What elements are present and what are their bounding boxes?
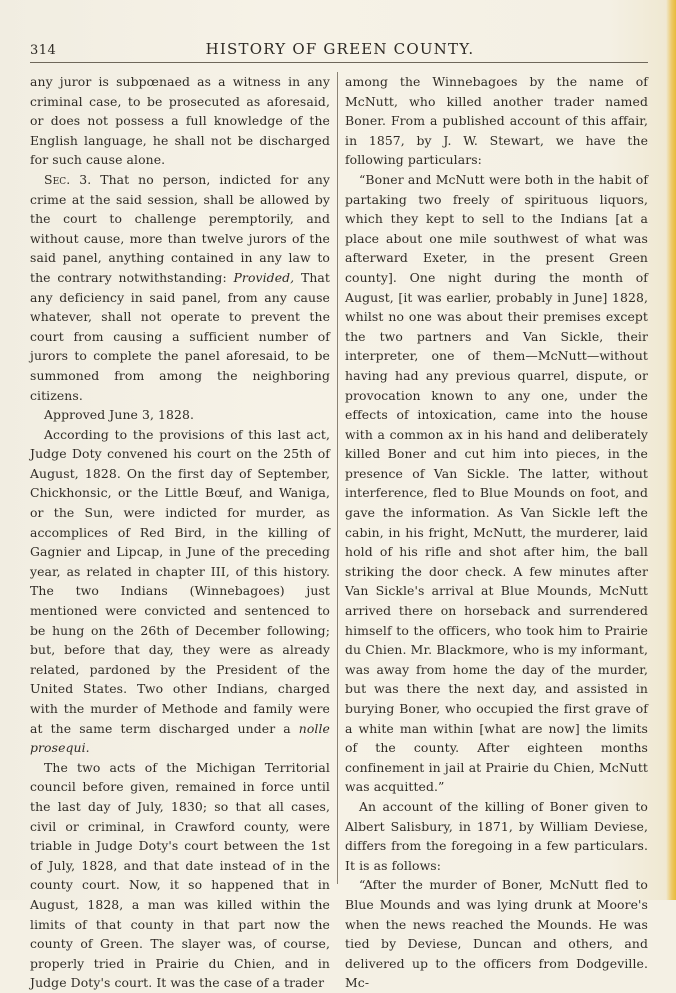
paragraph: among the Winnebagoes by the name of McNutt, who killed another trader named Boner. From a published account of this affair, in 1857, by J. W. Stewart, we have the following particulars: xyxy=(345,74,648,168)
column-divider xyxy=(337,72,338,884)
italic-text: Provided, xyxy=(233,269,295,285)
paragraph-text: That no person, indicted for any crime at the said session, shall be allowed by the court to challenge peremptorily, and without cause, more than twelve jurors of the said panel, anything contained in any law to the contrary notwithstanding: xyxy=(30,171,331,285)
italic-text: nolle prosequi. xyxy=(30,720,330,756)
paragraph: “After the murder of Boner, McNutt fled to Blue Mounds and was lying drunk at Moore's when the news reached the Mounds. He was tied by Deviese, Duncan and others, and delivered up to the officers from Dodgeville. Mc- xyxy=(345,877,648,991)
paragraph-text: That any deficiency in said panel, from any cause whatever, shall not operate to prevent the court from causing a sufficient number of jurors to complete the panel aforesaid, to be summoned from among the neighboring citizens. xyxy=(30,269,330,403)
running-head: HISTORY OF GREEN COUNTY. xyxy=(205,40,475,58)
page-number: 314 xyxy=(30,43,57,58)
paragraph xyxy=(30,170,330,405)
paragraph: The two acts of the Michigan Territorial council before given, remained in force until the last day of July, 1830; so that all cases, civil or criminal, in Crawford county, were triable in Judge Doty's court between the 1st of July, 1828, and that date instead of in the county court. Now, it so happened that in August, 1828, a man was killed within the limits of that county in that part now the county of Green. The slayer was, of course, properly tried in Prairie du Chien, and in Judge Doty's court. It was the case of a trader xyxy=(30,759,330,991)
page-edge-stain xyxy=(666,0,676,900)
section-label: Sec. 3. xyxy=(44,171,92,187)
paragraph-text: According to the provisions of this last act, Judge Doty convened his court on the 25th of August, 1828. On the first day of September, Chickhonsic, or the Little Bœuf, and Waniga, or the Sun, were indicted for murder, as accomplices of Red Bird, in the killing of Gagnier and Lipcap, in June of the preceding year, as related in chapter III, of this history. The two Indians (Winnebagoes) just mentioned were convicted and sentenced to be hung on the 26th of December following; but, before that day, they were as already related, pardoned by the President of the United States. Two other Indians, charged with the murder of Methode and family were at the same term discharged under a xyxy=(30,426,330,736)
paragraph xyxy=(30,425,330,758)
paragraph: “Boner and McNutt were both in the habit of partaking two freely of spirituous liquors, which they kept to sell to the Indians [at a place about one mile southwest of what was afterward Exeter, in the present Green county]. One night during the month of August, [it was earlier, probably in June] 1828, whilst no one was about their premises except the two partners and Van Sickle, their interpreter, one of them—McNutt—without having had any previous quarrel, dispute, or provocation known to any one, under the effects of intoxication, came into the house with a common ax in his hand and deliberately killed Boner and cut him into pieces, in the presence of Van Sickle. The latter, without interference, fled to Blue Mounds on foot, and gave the information. As Van Sickle left the cabin, in his fright, McNutt, the murderer, laid hold of his rifle and shot after him, the ball striking the door check. A few minutes after Van Sickle's arrival at Blue Mounds, McNutt arrived there on horseback and surrendered himself to the officers, who took him to Prairie du Chien. Mr. Blackmore, who is my informant, was away from home the day of the murder, but was there the next day, and assisted in burying Boner, who occupied the first grave of a white man within [what are now] the limits of the county. After eighteen months confinement in jail at Prairie du Chien, McNutt was acquitted.” xyxy=(345,171,648,795)
paragraph: Approved June 3, 1828. xyxy=(44,407,195,423)
right-column xyxy=(345,72,648,993)
page-header xyxy=(30,40,650,62)
left-column xyxy=(30,72,330,993)
paragraph: An account of the killing of Boner given to Albert Salisbury, in 1871, by William Deviese, differs from the foregoing in a few particulars. It is as follows: xyxy=(345,798,648,873)
paragraph: any juror is subpœnaed as a witness in any criminal case, to be prosecuted as aforesaid, or does not possess a full knowledge of the English language, he shall not be discharged for such cause alone. xyxy=(30,74,330,168)
header-rule xyxy=(30,62,648,63)
